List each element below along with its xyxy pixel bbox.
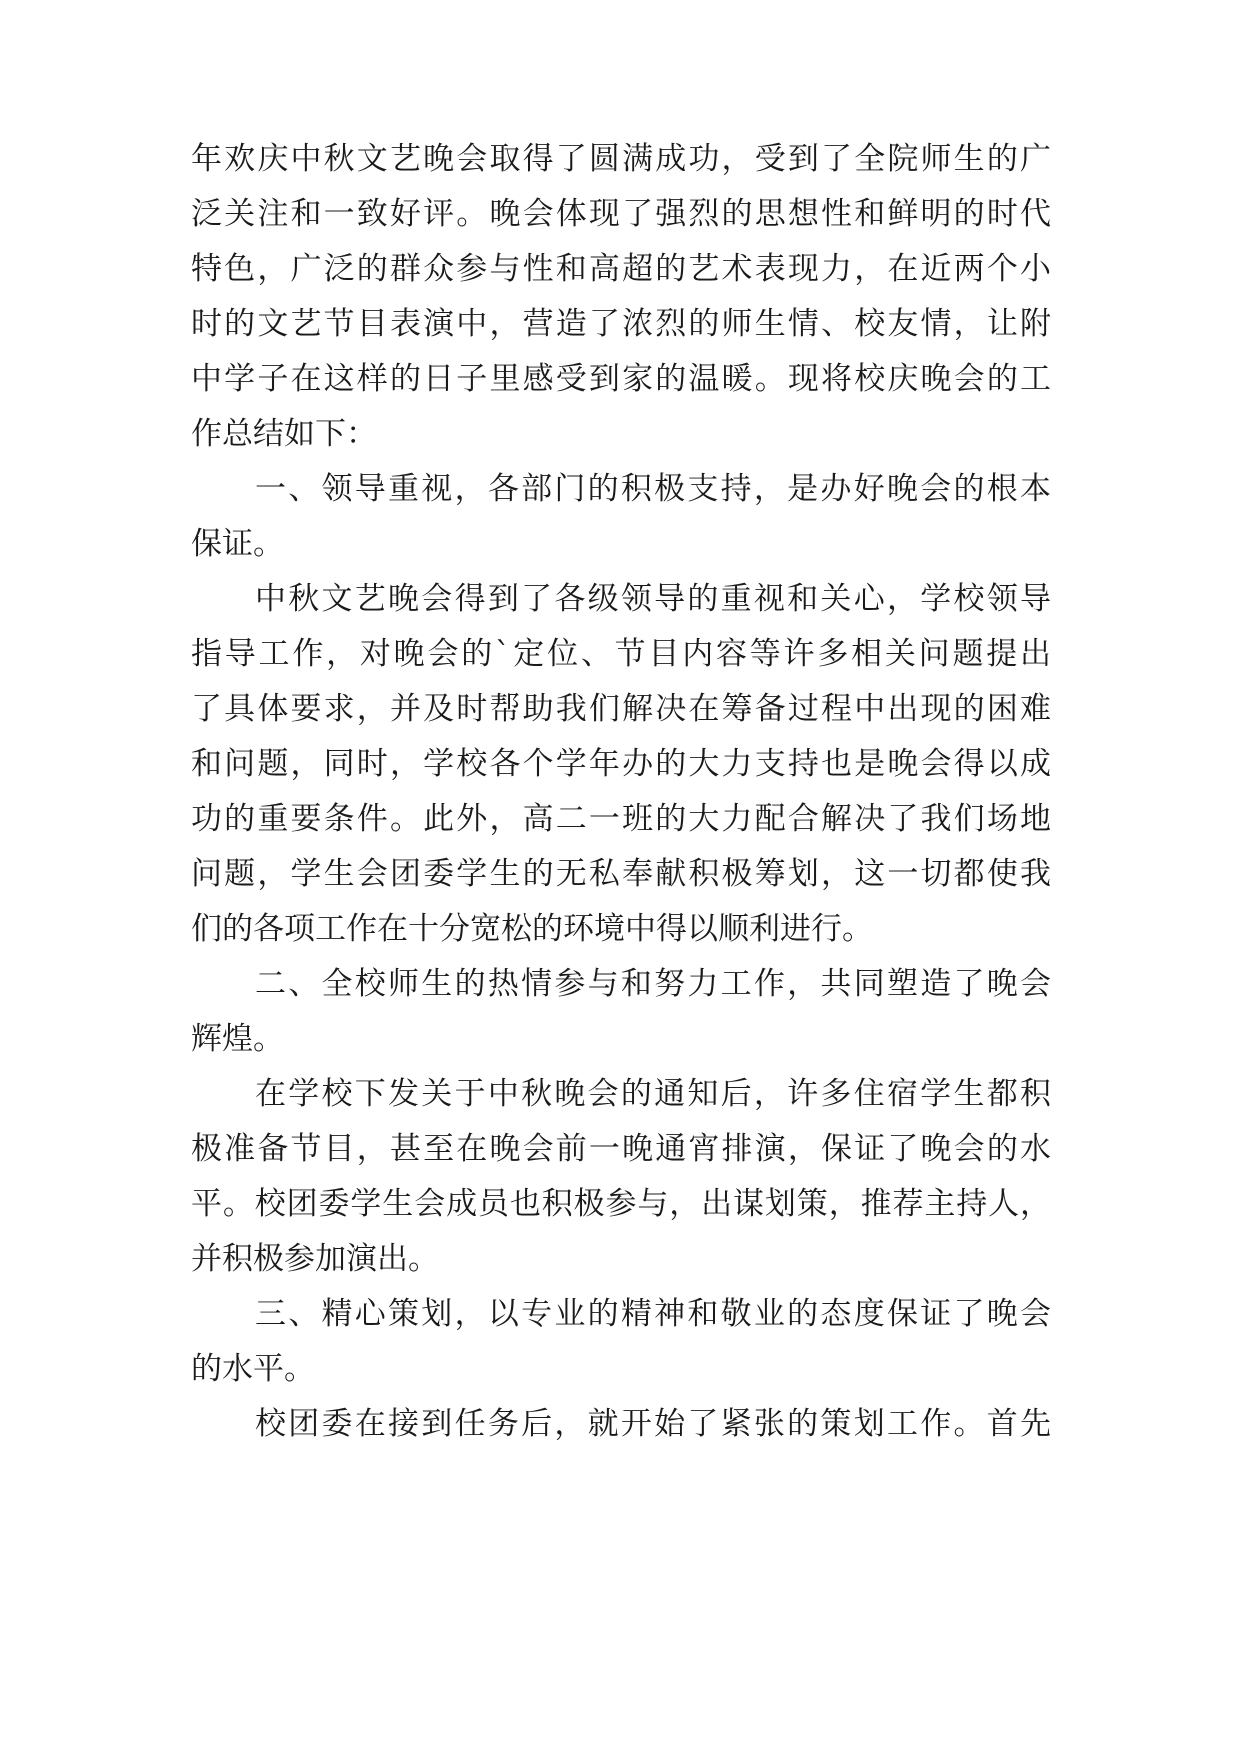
section-heading-3: 三、精心策划，以专业的精神和敬业的态度保证了晚会 (255, 1296, 1051, 1332)
text-line: 泛关注和一致好评。晚会体现了强烈的思想性和鲜明的时代 (191, 196, 1051, 232)
text-line: 问题，学生会团委学生的无私奉献积极筹划，这一切都使我 (191, 856, 1051, 892)
section-heading-2-cont: 辉煌。 (191, 1021, 284, 1057)
text-line: 们的各项工作在十分宽松的环境中得以顺利进行。 (191, 911, 873, 947)
text-line: 功的重要条件。此外，高二一班的大力配合解决了我们场地 (191, 801, 1051, 837)
text-line: 极准备节目，甚至在晚会前一晚通宵排演，保证了晚会的水 (191, 1131, 1051, 1167)
text-line: 在学校下发关于中秋晚会的通知后，许多住宿学生都积 (255, 1076, 1051, 1112)
section-heading-3-cont: 的水平。 (191, 1351, 315, 1387)
text-line: 了具体要求，并及时帮助我们解决在筹备过程中出现的困难 (191, 691, 1051, 727)
text-line: 和问题，同时，学校各个学年办的大力支持也是晚会得以成 (191, 746, 1051, 782)
text-line: 中秋文艺晚会得到了各级领导的重视和关心，学校领导 (255, 581, 1051, 617)
text-line: 平。校团委学生会成员也积极参与，出谋划策，推荐主持人， (191, 1186, 1051, 1222)
section-heading-1: 一、领导重视，各部门的积极支持，是办好晚会的根本 (255, 471, 1051, 507)
section-heading-2: 二、全校师生的热情参与和努力工作，共同塑造了晚会 (255, 966, 1051, 1002)
text-line: 校团委在接到任务后，就开始了紧张的策划工作。首先 (255, 1406, 1051, 1442)
text-line: 特色，广泛的群众参与性和高超的艺术表现力，在近两个小 (191, 251, 1051, 287)
text-line: 年欢庆中秋文艺晚会取得了圆满成功，受到了全院师生的广 (191, 141, 1051, 177)
section-heading-1-cont: 保证。 (191, 526, 284, 562)
text-line: 时的文艺节目表演中，营造了浓烈的师生情、校友情，让附 (191, 306, 1051, 342)
text-line: 中学子在这样的日子里感受到家的温暖。现将校庆晚会的工 (191, 361, 1051, 397)
text-line: 指导工作，对晚会的`定位、节目内容等许多相关问题提出 (191, 636, 1051, 672)
text-line: 并积极参加演出。 (191, 1241, 439, 1277)
text-line: 作总结如下： (191, 416, 377, 452)
